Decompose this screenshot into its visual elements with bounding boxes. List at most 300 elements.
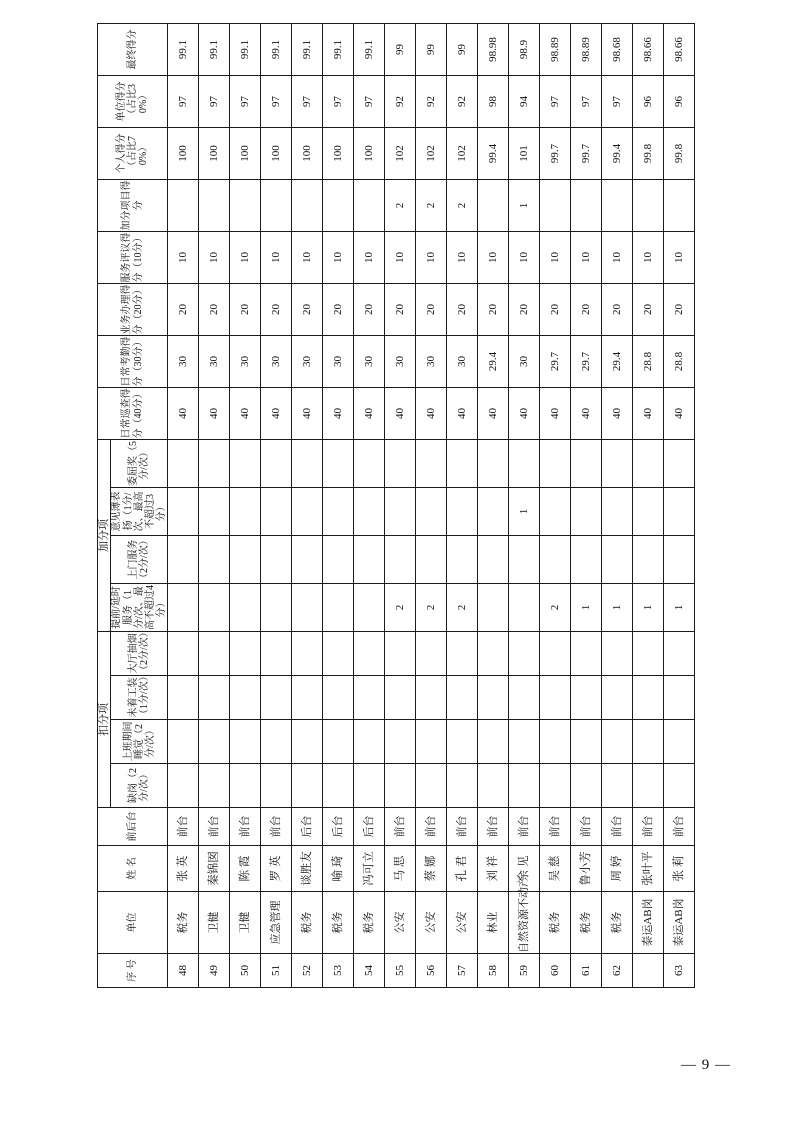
cell-service_eval: 10 [478, 232, 509, 284]
cell-unit: 自然资源不动产 [509, 892, 540, 954]
cell-unit: 税务 [602, 892, 633, 954]
cell-name: 马 思 [385, 846, 416, 892]
cell-final: 99.1 [168, 24, 199, 76]
cell-add_ontime [261, 584, 292, 632]
cell-desk: 前台 [261, 808, 292, 846]
cell-unit: 税务 [571, 892, 602, 954]
cell-ded_sleep [323, 720, 354, 764]
cell-add_total: 2 [416, 180, 447, 232]
cell-add_ontime: 2 [447, 584, 478, 632]
cell-personal: 100 [292, 128, 323, 180]
table-row [168, 24, 199, 988]
cell-desk: 前台 [571, 808, 602, 846]
cell-ded_smoke [323, 632, 354, 676]
header-business: 业务办理得分（20分） [98, 284, 168, 336]
cell-unit_score: 97 [230, 76, 261, 128]
cell-add_door [633, 536, 664, 584]
cell-unit_score: 94 [509, 76, 540, 128]
cell-add_complaint [385, 440, 416, 488]
cell-desk: 前台 [602, 808, 633, 846]
cell-ded_absent [385, 764, 416, 808]
cell-final: 99 [385, 24, 416, 76]
header-ded-absent: 缺岗（2分/次） [111, 764, 168, 808]
cell-add_door [509, 536, 540, 584]
table-row [509, 24, 540, 988]
cell-unit_score: 92 [447, 76, 478, 128]
cell-ded_smoke [230, 632, 261, 676]
cell-seq: 56 [416, 954, 447, 988]
cell-desk: 前台 [633, 808, 664, 846]
cell-daily_assess: 30 [199, 336, 230, 388]
cell-ded_smoke [168, 632, 199, 676]
cell-add_ontime [509, 584, 540, 632]
cell-desk: 前台 [509, 808, 540, 846]
cell-daily_patrol: 40 [478, 388, 509, 440]
cell-name: 孔 君 [447, 846, 478, 892]
cell-ded_smoke [261, 632, 292, 676]
cell-seq: 53 [323, 954, 354, 988]
cell-ded_smoke [571, 632, 602, 676]
cell-add_complaint [292, 440, 323, 488]
cell-seq: 59 [509, 954, 540, 988]
cell-ded_dress [323, 676, 354, 720]
cell-personal: 99.4 [478, 128, 509, 180]
cell-final: 99.1 [354, 24, 385, 76]
cell-unit_score: 97 [292, 76, 323, 128]
table-row [478, 24, 509, 988]
cell-ded_dress [509, 676, 540, 720]
cell-add_door [261, 536, 292, 584]
cell-add_complaint [261, 440, 292, 488]
cell-add_complaint [354, 440, 385, 488]
cell-business: 20 [416, 284, 447, 336]
cell-add_praise [447, 488, 478, 536]
cell-daily_assess: 30 [416, 336, 447, 388]
cell-add_door [199, 536, 230, 584]
cell-desk: 前台 [168, 808, 199, 846]
table-row [602, 24, 633, 988]
cell-daily_patrol: 40 [385, 388, 416, 440]
cell-business: 20 [633, 284, 664, 336]
cell-personal: 99.7 [540, 128, 571, 180]
cell-ded_dress [168, 676, 199, 720]
cell-desk: 前台 [664, 808, 695, 846]
cell-daily_patrol: 40 [230, 388, 261, 440]
table-row [292, 24, 323, 988]
cell-personal: 102 [447, 128, 478, 180]
cell-daily_assess: 30 [354, 336, 385, 388]
cell-ded_smoke [385, 632, 416, 676]
cell-ded_smoke [199, 632, 230, 676]
cell-business: 20 [168, 284, 199, 336]
cell-desk: 前台 [447, 808, 478, 846]
cell-daily_assess: 29.7 [540, 336, 571, 388]
cell-ded_sleep [447, 720, 478, 764]
cell-business: 20 [664, 284, 695, 336]
cell-ded_smoke [540, 632, 571, 676]
header-group-addition: 加分项 [98, 440, 111, 632]
cell-add_ontime: 2 [416, 584, 447, 632]
cell-add_total [478, 180, 509, 232]
cell-daily_assess: 30 [261, 336, 292, 388]
cell-daily_assess: 29.4 [602, 336, 633, 388]
cell-add_complaint [323, 440, 354, 488]
cell-service_eval: 10 [354, 232, 385, 284]
cell-business: 20 [385, 284, 416, 336]
cell-ded_absent [478, 764, 509, 808]
header-unit-score: 单位得分（占比30%） [98, 76, 168, 128]
cell-unit: 林业 [478, 892, 509, 954]
cell-personal: 99.8 [633, 128, 664, 180]
cell-add_door [571, 536, 602, 584]
table-row [230, 24, 261, 988]
cell-final: 99.1 [323, 24, 354, 76]
cell-name: 喻 琦 [323, 846, 354, 892]
cell-ded_sleep [168, 720, 199, 764]
cell-ded_dress [230, 676, 261, 720]
cell-business: 20 [292, 284, 323, 336]
cell-add_ontime: 2 [385, 584, 416, 632]
cell-add_complaint [664, 440, 695, 488]
cell-daily_assess: 30 [323, 336, 354, 388]
cell-service_eval: 10 [292, 232, 323, 284]
cell-seq [633, 954, 664, 988]
cell-add_praise [571, 488, 602, 536]
header-daily-assess: 日常考勤得分（30分） [98, 336, 168, 388]
cell-business: 20 [571, 284, 602, 336]
cell-add_praise [540, 488, 571, 536]
cell-daily_patrol: 40 [571, 388, 602, 440]
cell-add_ontime: 1 [664, 584, 695, 632]
cell-ded_smoke [447, 632, 478, 676]
cell-ded_absent [230, 764, 261, 808]
cell-daily_patrol: 40 [447, 388, 478, 440]
cell-ded_absent [509, 764, 540, 808]
cell-add_praise [230, 488, 261, 536]
page-number: — 9 — [681, 1057, 731, 1073]
cell-add_total [199, 180, 230, 232]
cell-ded_sleep [292, 720, 323, 764]
cell-add_ontime: 1 [571, 584, 602, 632]
header-seq: 序 号 [98, 954, 168, 988]
header-ded-smoke: 大厅抽烟（2分/次） [111, 632, 168, 676]
cell-ded_smoke [354, 632, 385, 676]
cell-personal: 100 [230, 128, 261, 180]
cell-daily_patrol: 40 [168, 388, 199, 440]
cell-unit: 泰运AB岗 [633, 892, 664, 954]
cell-daily_assess: 30 [292, 336, 323, 388]
header-add-ontime: 提前/延时服务（1分/次、最高不超过4分） [111, 585, 168, 630]
cell-add_total [602, 180, 633, 232]
cell-personal: 101 [509, 128, 540, 180]
cell-add_complaint [447, 440, 478, 488]
cell-name: 鲁小芳 [571, 846, 602, 892]
cell-ded_dress [571, 676, 602, 720]
cell-unit_score: 96 [664, 76, 695, 128]
cell-seq: 48 [168, 954, 199, 988]
cell-unit: 税务 [168, 892, 199, 954]
cell-service_eval: 10 [509, 232, 540, 284]
cell-add_praise [323, 488, 354, 536]
cell-daily_patrol: 40 [540, 388, 571, 440]
cell-daily_assess: 30 [447, 336, 478, 388]
cell-business: 20 [323, 284, 354, 336]
cell-add_door [385, 536, 416, 584]
cell-daily_patrol: 40 [633, 388, 664, 440]
cell-add_door [664, 536, 695, 584]
cell-service_eval: 10 [261, 232, 292, 284]
header-unit: 单位 [98, 892, 168, 954]
cell-ded_sleep [199, 720, 230, 764]
cell-add_ontime: 2 [540, 584, 571, 632]
cell-daily_assess: 30 [230, 336, 261, 388]
cell-unit: 税务 [540, 892, 571, 954]
cell-ded_dress [602, 676, 633, 720]
cell-unit: 应急管理 [261, 892, 292, 954]
cell-business: 20 [602, 284, 633, 336]
cell-final: 99.1 [199, 24, 230, 76]
cell-unit_score: 96 [633, 76, 664, 128]
cell-desk: 后台 [323, 808, 354, 846]
cell-ded_smoke [292, 632, 323, 676]
cell-service_eval: 10 [447, 232, 478, 284]
cell-ded_sleep [540, 720, 571, 764]
cell-business: 20 [261, 284, 292, 336]
cell-add_complaint [199, 440, 230, 488]
cell-daily_patrol: 40 [509, 388, 540, 440]
cell-unit_score: 97 [602, 76, 633, 128]
cell-ded_absent [323, 764, 354, 808]
cell-add_praise: 1 [509, 488, 540, 536]
cell-add_ontime [323, 584, 354, 632]
cell-name: 张 莉 [664, 846, 695, 892]
cell-seq: 50 [230, 954, 261, 988]
cell-name: 冯可立 [354, 846, 385, 892]
cell-add_door [292, 536, 323, 584]
cell-add_complaint [571, 440, 602, 488]
table-row [261, 24, 292, 988]
cell-add_praise [385, 488, 416, 536]
cell-desk: 前台 [385, 808, 416, 846]
header-personal-score: 个人得分（占比70%） [98, 128, 168, 180]
cell-name: 秦锦囡 [199, 846, 230, 892]
cell-daily_assess: 28.8 [664, 336, 695, 388]
cell-ded_smoke [664, 632, 695, 676]
cell-add_total: 2 [385, 180, 416, 232]
cell-add_complaint [540, 440, 571, 488]
cell-add_ontime: 1 [602, 584, 633, 632]
cell-service_eval: 10 [540, 232, 571, 284]
cell-ded_smoke [416, 632, 447, 676]
cell-desk: 前台 [199, 808, 230, 846]
cell-add_complaint [416, 440, 447, 488]
cell-daily_patrol: 40 [354, 388, 385, 440]
cell-service_eval: 10 [385, 232, 416, 284]
cell-unit_score: 97 [199, 76, 230, 128]
cell-add_door [354, 536, 385, 584]
cell-final: 98.98 [478, 24, 509, 76]
cell-ded_dress [447, 676, 478, 720]
cell-personal: 99.7 [571, 128, 602, 180]
cell-ded_dress [416, 676, 447, 720]
cell-business: 20 [447, 284, 478, 336]
cell-seq: 54 [354, 954, 385, 988]
cell-add_total: 2 [447, 180, 478, 232]
cell-ded_absent [168, 764, 199, 808]
cell-ded_sleep [230, 720, 261, 764]
table-row [385, 24, 416, 988]
cell-ded_absent [540, 764, 571, 808]
cell-final: 98.66 [633, 24, 664, 76]
cell-ded_dress [540, 676, 571, 720]
cell-personal: 99.8 [664, 128, 695, 180]
cell-ded_smoke [602, 632, 633, 676]
table-row [447, 24, 478, 988]
cell-add_ontime [292, 584, 323, 632]
cell-add_praise [199, 488, 230, 536]
cell-add_ontime [199, 584, 230, 632]
cell-personal: 102 [385, 128, 416, 180]
cell-seq: 60 [540, 954, 571, 988]
cell-add_complaint [168, 440, 199, 488]
cell-daily_assess: 30 [509, 336, 540, 388]
cell-ded_absent [664, 764, 695, 808]
cell-add_total [168, 180, 199, 232]
cell-add_total [292, 180, 323, 232]
cell-add_praise [602, 488, 633, 536]
cell-ded_sleep [261, 720, 292, 764]
cell-add_total: 1 [509, 180, 540, 232]
cell-add_door [447, 536, 478, 584]
cell-final: 98.9 [509, 24, 540, 76]
cell-unit: 税务 [354, 892, 385, 954]
cell-final: 99.1 [292, 24, 323, 76]
cell-unit: 税务 [292, 892, 323, 954]
cell-service_eval: 10 [323, 232, 354, 284]
cell-name: 谈胜友 [292, 846, 323, 892]
cell-ded_dress [199, 676, 230, 720]
cell-unit_score: 97 [540, 76, 571, 128]
cell-daily_patrol: 40 [292, 388, 323, 440]
cell-ded_dress [385, 676, 416, 720]
cell-daily_patrol: 40 [261, 388, 292, 440]
cell-name: 蔡 娜 [416, 846, 447, 892]
table-row [416, 24, 447, 988]
cell-name: 陈 霞 [230, 846, 261, 892]
cell-service_eval: 10 [571, 232, 602, 284]
cell-name: 罗 英 [261, 846, 292, 892]
cell-add_ontime [478, 584, 509, 632]
table-row [323, 24, 354, 988]
cell-personal: 100 [354, 128, 385, 180]
cell-ded_dress [664, 676, 695, 720]
cell-ded_smoke [478, 632, 509, 676]
cell-personal: 100 [323, 128, 354, 180]
cell-add_ontime [230, 584, 261, 632]
cell-unit_score: 92 [385, 76, 416, 128]
cell-daily_assess: 29.7 [571, 336, 602, 388]
cell-ded_sleep [478, 720, 509, 764]
cell-ded_sleep [416, 720, 447, 764]
cell-business: 20 [354, 284, 385, 336]
cell-add_praise [354, 488, 385, 536]
cell-add_praise [168, 488, 199, 536]
cell-seq: 63 [664, 954, 695, 988]
cell-unit: 税务 [323, 892, 354, 954]
header-ded-dress: 未着工装（1分/次） [111, 676, 168, 720]
cell-add_praise [664, 488, 695, 536]
cell-name: 刘 祥 [478, 846, 509, 892]
table-row [664, 24, 695, 988]
cell-unit_score: 97 [168, 76, 199, 128]
cell-add_total [540, 180, 571, 232]
cell-seq: 51 [261, 954, 292, 988]
cell-ded_absent [416, 764, 447, 808]
cell-service_eval: 10 [168, 232, 199, 284]
cell-desk: 后台 [354, 808, 385, 846]
header-addition-total: 加分项目得分 [98, 180, 168, 232]
assessment-score-table [97, 23, 695, 988]
cell-seq: 57 [447, 954, 478, 988]
cell-business: 20 [230, 284, 261, 336]
cell-unit_score: 97 [261, 76, 292, 128]
header-group-deduction: 扣分项 [98, 632, 111, 808]
cell-final: 98.89 [540, 24, 571, 76]
cell-daily_assess: 29.4 [478, 336, 509, 388]
cell-ded_sleep [354, 720, 385, 764]
cell-name: 吴 慈 [540, 846, 571, 892]
cell-add_door [602, 536, 633, 584]
cell-ded_sleep [571, 720, 602, 764]
header-name: 姓 名 [98, 846, 168, 892]
table-row [540, 24, 571, 988]
cell-add_complaint [633, 440, 664, 488]
table-header [98, 24, 168, 988]
table-body [168, 24, 695, 988]
cell-add_complaint [478, 440, 509, 488]
cell-add_complaint [602, 440, 633, 488]
cell-add_door [168, 536, 199, 584]
cell-ded_dress [261, 676, 292, 720]
cell-desk: 前台 [416, 808, 447, 846]
cell-personal: 99.4 [602, 128, 633, 180]
cell-desk: 前台 [230, 808, 261, 846]
cell-add_ontime [168, 584, 199, 632]
cell-ded_absent [292, 764, 323, 808]
cell-add_total [664, 180, 695, 232]
cell-seq: 58 [478, 954, 509, 988]
cell-business: 20 [509, 284, 540, 336]
cell-add_praise [478, 488, 509, 536]
cell-daily_patrol: 40 [602, 388, 633, 440]
table-row [571, 24, 602, 988]
header-add-praise: 意见薄表扬（1分/次、最高不超过3分） [111, 488, 168, 536]
cell-add_ontime [354, 584, 385, 632]
cell-ded_absent [354, 764, 385, 808]
cell-add_ontime: 1 [633, 584, 664, 632]
cell-ded_sleep [633, 720, 664, 764]
header-add-complaint: 委屈奖（5分/次） [111, 440, 168, 488]
cell-add_praise [416, 488, 447, 536]
table-row [354, 24, 385, 988]
cell-seq: 52 [292, 954, 323, 988]
cell-final: 99.1 [230, 24, 261, 76]
cell-daily_patrol: 40 [323, 388, 354, 440]
cell-personal: 102 [416, 128, 447, 180]
header-add-door: 上门服务（2分/次） [111, 536, 168, 584]
table-row [633, 24, 664, 988]
cell-unit_score: 92 [416, 76, 447, 128]
